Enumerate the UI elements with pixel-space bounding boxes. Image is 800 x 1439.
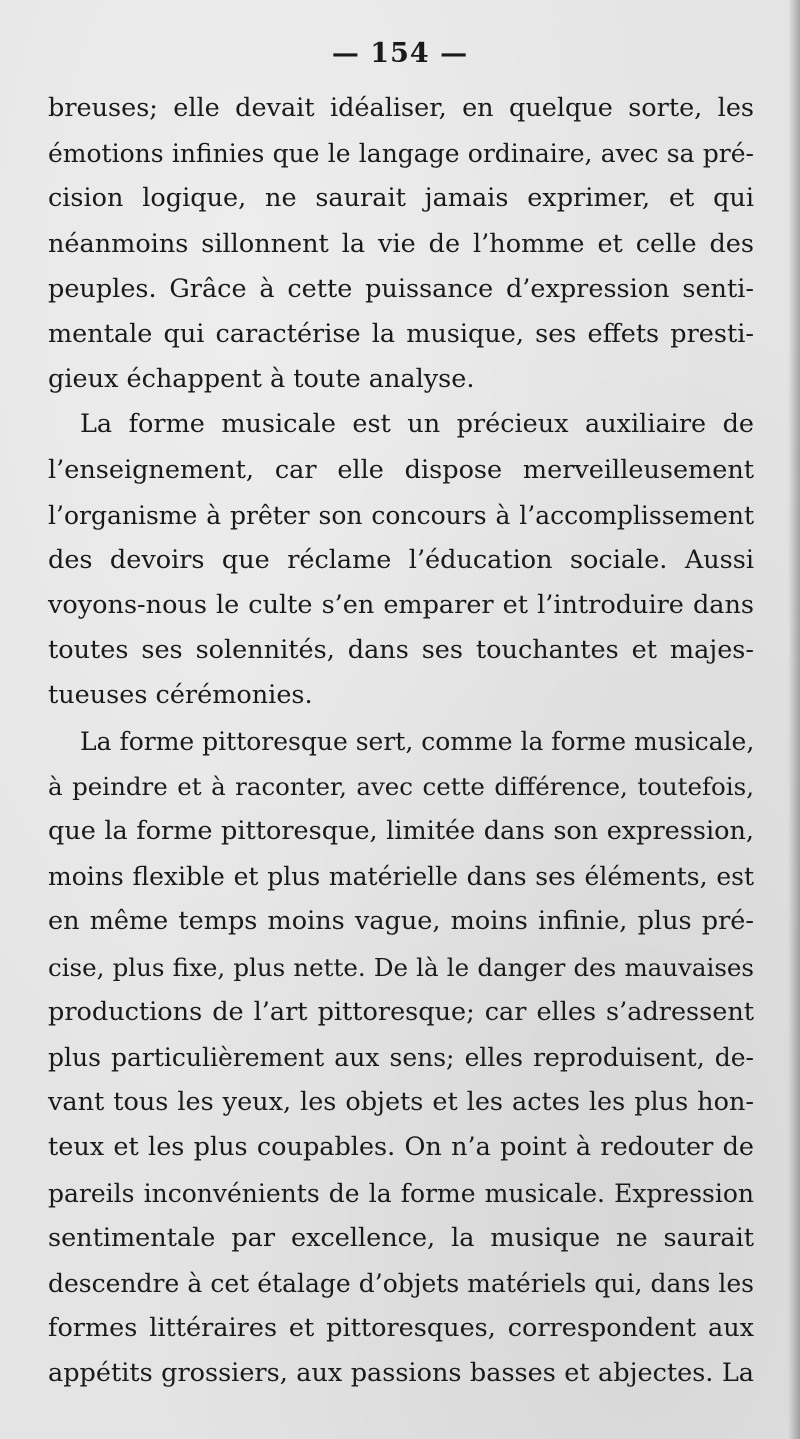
text-line: cision logique, ne saurait jamais exprimer, et qui: [48, 183, 754, 214]
page-edge-shadow: [788, 0, 800, 1439]
text-line: l’enseignement, car elle dispose merveilleusement: [48, 454, 754, 485]
text-line: teux et les plus coupables. On n’a point à redouter de: [48, 1132, 754, 1163]
text-line: moins flexible et plus matérielle dans ses éléments, est: [48, 862, 754, 892]
text-line: appétits grossiers, aux passions basses et abjectes. La: [48, 1358, 754, 1389]
text-line: l’organisme à prêter son concours à l’accomplissement: [48, 500, 754, 530]
text-line: pareils inconvénients de la forme musicale. Expression: [48, 1178, 754, 1208]
text-line: descendre à cet étalage d’objets matériels qui, dans les: [48, 1268, 754, 1298]
text-line: La forme pittoresque sert, comme la forme musicale,: [80, 726, 755, 756]
text-line: vant tous les yeux, les objets et les actes les plus hon-: [48, 1087, 754, 1118]
text-line: formes littéraires et pittoresques, correspondent aux: [48, 1313, 754, 1344]
text-line: des devoirs que réclame l’éducation sociale. Aussi: [48, 544, 754, 575]
text-line: voyons-nous le culte s’en emparer et l’introduire dans: [48, 590, 754, 621]
body-text: [48, 86, 754, 1396]
text-line: productions de l’art pittoresque; car elles s’adressent: [48, 996, 754, 1027]
page-number: — 154 —: [331, 38, 469, 69]
text-line: La forme musicale est un précieux auxiliaire de: [80, 409, 754, 440]
text-line: à peindre et à raconter, avec cette différence, toutefois,: [48, 771, 754, 801]
text-line: breuses; elle devait idéaliser, en quelque sorte, les: [48, 93, 754, 123]
text-line: émotions infinies que le langage ordinaire, avec sa pré-: [48, 139, 754, 169]
text-line: tueuses cérémonies.: [48, 680, 313, 711]
text-line: peuples. Grâce à cette puissance d’expression senti-: [48, 273, 754, 304]
text-line: néanmoins sillonnent la vie de l’homme et celle des: [48, 228, 754, 259]
text-line: gieux échappent à toute analyse.: [48, 364, 475, 395]
text-line: que la forme pittoresque, limitée dans son expression,: [48, 816, 754, 846]
text-line: toutes ses solennités, dans ses touchantes et majes-: [48, 635, 754, 666]
text-line: en même temps moins vague, moins infinie, plus pré-: [48, 906, 754, 937]
text-line: mentale qui caractérise la musique, ses effets presti-: [48, 318, 754, 349]
text-line: cise, plus fixe, plus nette. De là le danger des mauvaises: [48, 952, 754, 982]
text-line: plus particulièrement aux sens; elles reproduisent, de-: [48, 1042, 754, 1072]
text-line: sentimentale par excellence, la musique ne saurait: [48, 1222, 754, 1253]
